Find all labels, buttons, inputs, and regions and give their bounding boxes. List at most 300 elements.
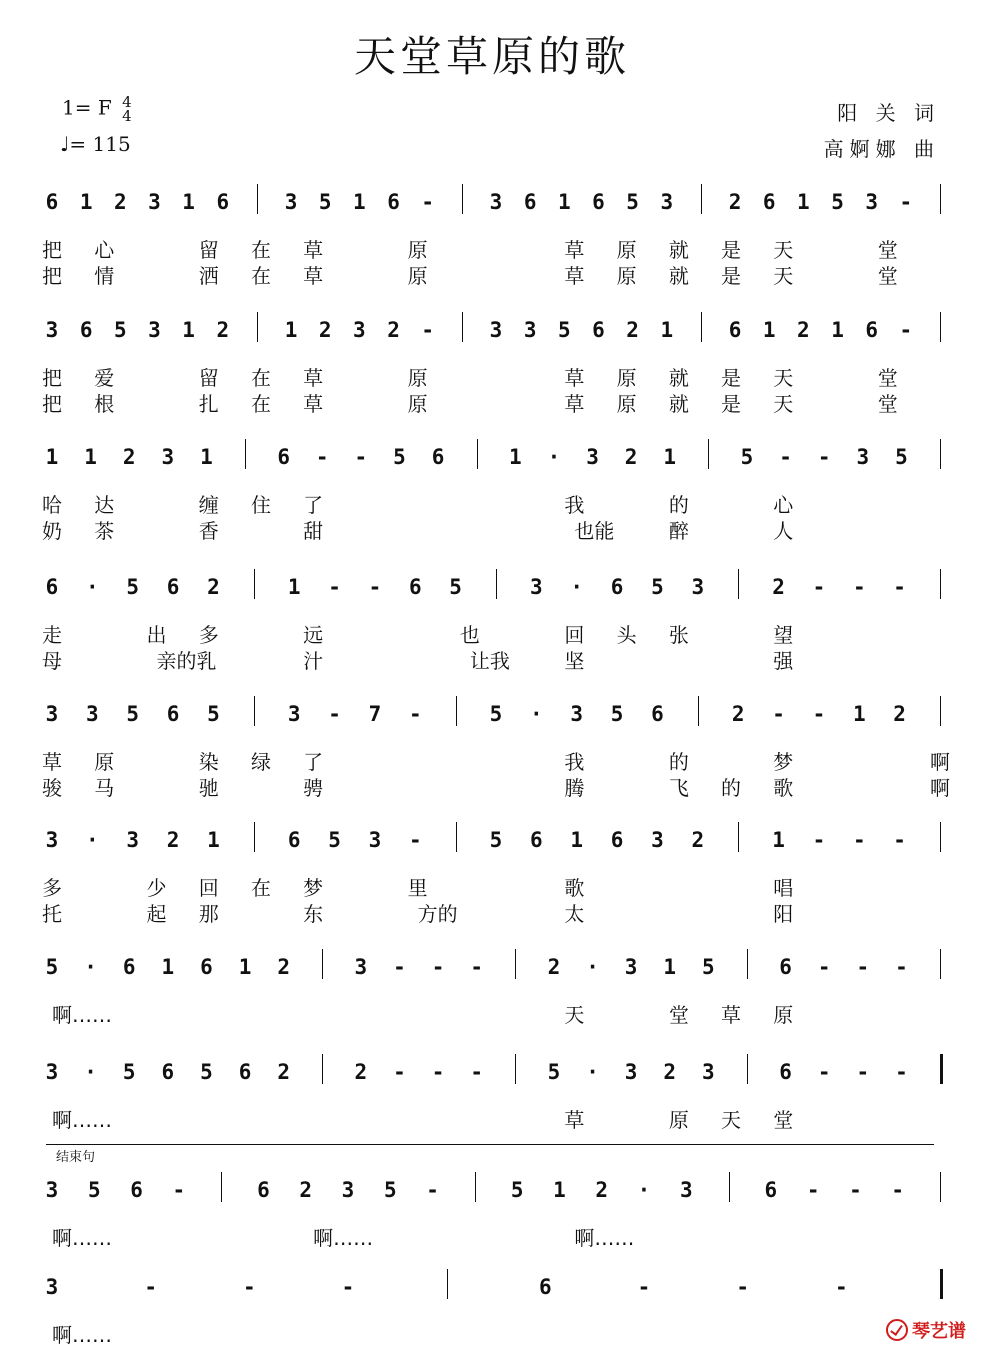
lyric-1: 草	[303, 238, 324, 262]
note: 3	[86, 702, 99, 726]
barline	[701, 184, 702, 214]
note: 5	[328, 828, 341, 852]
lyric-1: 天	[773, 238, 794, 262]
note: 5	[831, 190, 844, 214]
lyric-1: 张	[668, 623, 689, 647]
barline	[221, 1172, 222, 1202]
note: 3	[353, 318, 366, 342]
lyric-1: 啊……	[52, 1226, 112, 1250]
key-signature	[62, 95, 132, 123]
lyric-2: 腾	[564, 776, 585, 800]
meter-numerator: 4	[122, 93, 132, 111]
note: 5	[383, 1178, 397, 1202]
note: -	[812, 575, 826, 599]
note: 6	[200, 955, 213, 979]
lyric-1: 原	[616, 366, 637, 390]
note: -	[393, 955, 406, 979]
note: 3	[284, 190, 298, 214]
note: 3	[148, 190, 161, 214]
lyric-2: 骋	[303, 776, 324, 800]
note: 1	[553, 1178, 566, 1202]
note: 5	[45, 955, 59, 979]
lyric-2: 是	[721, 264, 742, 288]
lyric-1: 把	[42, 366, 62, 390]
note: 3	[624, 1060, 638, 1084]
note: 3	[691, 575, 705, 599]
lyric-2: 醉	[668, 519, 689, 543]
note: 1	[284, 318, 298, 342]
note: 1	[570, 828, 584, 852]
ending-section-rule	[46, 1144, 934, 1145]
note: 5	[87, 1178, 101, 1202]
lyric-1: 啊……	[52, 1003, 112, 1027]
note: 1	[762, 318, 776, 342]
note: 3	[865, 190, 879, 214]
barline	[940, 1054, 943, 1084]
lyric-1: 原	[616, 238, 637, 262]
lyric-1: 爱	[94, 366, 115, 390]
note: 2	[728, 190, 742, 214]
watermark-text: 琴艺谱	[912, 1321, 966, 1342]
barline	[940, 1172, 941, 1202]
note: 3	[570, 702, 584, 726]
note: ·	[586, 1060, 599, 1084]
note: -	[856, 1060, 870, 1084]
lyric-1: 在	[250, 366, 271, 390]
note: 3	[45, 1275, 59, 1299]
lyric-1: 原	[668, 1108, 689, 1132]
lyric-2: 堂	[877, 392, 898, 416]
note: 6	[592, 318, 605, 342]
note: 1	[79, 190, 93, 214]
note: -	[812, 828, 826, 852]
note: 1	[84, 445, 97, 469]
note: 1	[161, 955, 175, 979]
lyric-1: 了	[303, 493, 324, 517]
note: 6	[530, 828, 543, 852]
lyric-2: 奶	[42, 519, 62, 543]
note: -	[172, 1178, 186, 1202]
note: 2	[277, 1060, 290, 1084]
key-text: 1= F	[62, 95, 112, 120]
lyric-1: 堂	[668, 1003, 689, 1027]
note: 2	[691, 828, 705, 852]
song-title: 天堂草原的歌	[353, 32, 630, 81]
lyric-1: 歌	[564, 876, 585, 900]
lyric-1: 唱	[773, 876, 794, 900]
lyric-1: 草	[564, 238, 585, 262]
lyric-2: 亲的乳	[156, 649, 217, 673]
note: 1	[831, 318, 844, 342]
lyric-1: 望	[773, 623, 794, 647]
note: -	[421, 318, 435, 342]
note: 1	[45, 445, 59, 469]
note: 3	[148, 318, 161, 342]
note: ·	[586, 955, 599, 979]
barline	[456, 822, 457, 852]
lyric-2: 阳	[773, 902, 794, 926]
note: -	[315, 445, 329, 469]
note: 6	[45, 575, 59, 599]
lyric-1: 在	[250, 238, 271, 262]
note: -	[856, 955, 870, 979]
note: 2	[772, 575, 785, 599]
lyric-2: 把	[42, 264, 62, 288]
note: -	[817, 445, 831, 469]
lyric-1: 啊……	[52, 1108, 112, 1132]
lyric-1: 草	[721, 1003, 742, 1027]
logo-icon	[886, 1319, 908, 1341]
note: ·	[530, 702, 543, 726]
note: 5	[740, 445, 754, 469]
note: ·	[637, 1178, 651, 1202]
lyric-1: 住	[250, 493, 271, 517]
lyric-1: 草	[564, 1108, 585, 1132]
note: 1	[182, 318, 195, 342]
lyric-1: 草	[42, 750, 62, 774]
note: -	[243, 1275, 256, 1299]
lyric-2: 把	[42, 392, 62, 416]
note: 2	[547, 955, 561, 979]
note: 3	[341, 1178, 355, 1202]
note: 5	[393, 445, 406, 469]
note: -	[637, 1275, 651, 1299]
note: ·	[84, 1060, 97, 1084]
lyric-2: 起	[146, 902, 167, 926]
barline	[254, 822, 255, 852]
note: 6	[166, 575, 180, 599]
note: 5	[200, 1060, 213, 1084]
composer-credit: 高婀娜 曲	[823, 137, 940, 161]
lyric-1: 把	[42, 238, 62, 262]
note: -	[408, 702, 422, 726]
lyric-2: 坚	[564, 649, 585, 673]
lyric-2: 骏	[42, 776, 62, 800]
barline	[729, 1172, 730, 1202]
note: 5	[510, 1178, 524, 1202]
lyric-2: 歌	[773, 776, 794, 800]
lyric-2: 飞	[668, 776, 689, 800]
note: -	[895, 955, 908, 979]
lyric-1: 回	[564, 623, 585, 647]
lyric-2: 东	[303, 902, 324, 926]
note: 1	[797, 190, 810, 214]
tempo-mark: ♩= 115	[60, 132, 131, 156]
barline	[940, 184, 941, 214]
lyric-1: 缠	[198, 493, 219, 517]
lyric-2: 在	[250, 264, 271, 288]
note: -	[736, 1275, 749, 1299]
note: 3	[586, 445, 599, 469]
barline	[940, 949, 941, 979]
note: 2	[387, 318, 400, 342]
note: 6	[779, 955, 792, 979]
note: 6	[728, 318, 742, 342]
barline	[515, 949, 516, 979]
lyric-1: 就	[668, 366, 689, 390]
note: 6	[161, 1060, 175, 1084]
lyric-1: 原	[407, 238, 428, 262]
lyricist-credit: 阳 关 词	[837, 101, 940, 125]
lyric-2: 也能	[574, 519, 615, 543]
barline	[708, 439, 709, 469]
note: 5	[626, 190, 639, 214]
lyric-1: 啊……	[52, 1323, 112, 1347]
lyric-1: 我	[564, 493, 585, 517]
lyric-1: 染	[198, 750, 219, 774]
barline	[254, 696, 255, 726]
note: 3	[287, 702, 301, 726]
lyric-1: 天	[564, 1003, 585, 1027]
lyric-1: 里	[407, 876, 428, 900]
lyric-2: 托	[42, 902, 62, 926]
note: 6	[122, 955, 136, 979]
note: 2	[166, 828, 180, 852]
lyric-1: 就	[668, 238, 689, 262]
note: 1	[663, 445, 677, 469]
lyric-2: 太	[564, 902, 585, 926]
note: -	[779, 445, 792, 469]
lyric-1: 啊……	[574, 1226, 635, 1250]
lyric-2: 天	[773, 392, 794, 416]
note: 6	[523, 190, 537, 214]
note: 5	[126, 702, 140, 726]
note: 1	[353, 190, 366, 214]
note: -	[408, 828, 422, 852]
lyric-1: 绿	[250, 750, 271, 774]
note: 5	[489, 702, 503, 726]
lyric-1: 远	[303, 623, 324, 647]
note: 1	[772, 828, 785, 852]
lyric-1: 草	[564, 366, 585, 390]
lyric-1: 留	[198, 238, 219, 262]
lyric-2: 啊	[930, 776, 950, 800]
note: 6	[257, 1178, 270, 1202]
lyric-1: 多	[42, 876, 62, 900]
note: 3	[45, 318, 59, 342]
note: ·	[86, 575, 99, 599]
note: 2	[797, 318, 810, 342]
lyric-1: 头	[616, 623, 637, 647]
barline	[456, 696, 457, 726]
note: 3	[702, 1060, 715, 1084]
lyric-2: 天	[773, 264, 794, 288]
note: 6	[287, 828, 301, 852]
note: 6	[651, 702, 664, 726]
ending-section-label: 结束句	[56, 1150, 96, 1165]
note: 3	[368, 828, 382, 852]
note: 2	[277, 955, 290, 979]
lyric-1: 天	[721, 1108, 742, 1132]
lyric-1: 天	[773, 366, 794, 390]
note: -	[895, 1060, 908, 1084]
lyric-1: 梦	[773, 750, 794, 774]
note: -	[144, 1275, 157, 1299]
note: -	[431, 955, 445, 979]
lyric-2: 的	[721, 776, 742, 800]
note: 5	[113, 318, 127, 342]
lyric-2: 香	[198, 519, 219, 543]
note: 6	[45, 190, 59, 214]
note: 5	[126, 575, 140, 599]
lyric-2: 堂	[877, 264, 898, 288]
lyric-1: 草	[303, 366, 324, 390]
note: 2	[207, 575, 220, 599]
note: -	[852, 575, 866, 599]
note: ·	[84, 955, 97, 979]
note: 6	[431, 445, 445, 469]
lyric-2: 就	[668, 264, 689, 288]
barline	[747, 949, 748, 979]
note: -	[341, 1275, 355, 1299]
lyric-1: 是	[721, 366, 742, 390]
lyric-1: 也	[459, 623, 480, 647]
barline	[322, 1054, 323, 1084]
lyric-1: 哈	[42, 493, 62, 517]
barline	[447, 1269, 448, 1299]
lyric-2: 草	[564, 264, 585, 288]
lyric-2: 是	[721, 392, 742, 416]
note: 6	[610, 828, 624, 852]
lyric-2: 人	[773, 519, 794, 543]
note: 2	[731, 702, 745, 726]
lyric-2: 扎	[198, 392, 219, 416]
lyric-1: 的	[668, 750, 689, 774]
barline	[747, 1054, 748, 1084]
barline	[496, 569, 497, 599]
lyric-1: 原	[94, 750, 115, 774]
note: 1	[287, 575, 301, 599]
barline	[462, 312, 463, 342]
note: 6	[387, 190, 400, 214]
note: 2	[354, 1060, 368, 1084]
note: -	[852, 828, 866, 852]
note: -	[470, 955, 484, 979]
lyric-2: 根	[94, 392, 115, 416]
note: 5	[651, 575, 664, 599]
note: 3	[651, 828, 664, 852]
note: 3	[354, 955, 368, 979]
note: -	[812, 702, 826, 726]
note: 1	[508, 445, 522, 469]
lyric-1: 原	[773, 1003, 794, 1027]
note: 3	[679, 1178, 693, 1202]
note: 1	[852, 702, 866, 726]
note: -	[470, 1060, 484, 1084]
lyric-2: 汁	[303, 649, 324, 673]
note: 5	[122, 1060, 136, 1084]
note: 7	[368, 702, 382, 726]
barline	[940, 439, 941, 469]
note: 3	[161, 445, 175, 469]
lyric-2: 茶	[94, 519, 115, 543]
note: 5	[547, 1060, 561, 1084]
note: 5	[557, 318, 571, 342]
meter	[122, 95, 132, 123]
note: -	[421, 190, 435, 214]
note: ·	[570, 575, 584, 599]
note: 2	[299, 1178, 313, 1202]
lyric-1: 回	[198, 876, 219, 900]
lyric-1: 是	[721, 238, 742, 262]
lyric-1: 心	[773, 493, 794, 517]
note: 3	[126, 828, 140, 852]
note: 6	[166, 702, 180, 726]
note: ·	[547, 445, 561, 469]
lyric-2: 情	[94, 264, 115, 288]
note: 3	[856, 445, 870, 469]
note: -	[431, 1060, 445, 1084]
note: 1	[660, 318, 674, 342]
note: 3	[523, 318, 537, 342]
note: 2	[626, 318, 639, 342]
lyric-2: 母	[42, 649, 62, 673]
lyric-1: 啊……	[313, 1226, 374, 1250]
lyric-2: 方的	[417, 902, 458, 926]
note: -	[806, 1178, 820, 1202]
note: -	[899, 190, 913, 214]
note: 2	[122, 445, 136, 469]
lyric-1: 少	[146, 876, 167, 900]
note: 3	[660, 190, 674, 214]
lyric-1: 多	[198, 623, 219, 647]
note: ·	[86, 828, 99, 852]
note: 3	[45, 702, 59, 726]
lyric-1: 了	[303, 750, 324, 774]
note: 5	[702, 955, 715, 979]
note: 6	[130, 1178, 143, 1202]
note: 2	[893, 702, 906, 726]
note: -	[328, 702, 341, 726]
barline	[701, 312, 702, 342]
note: -	[891, 1178, 905, 1202]
barline	[940, 1269, 943, 1299]
barline	[698, 696, 699, 726]
lyric-1: 我	[564, 750, 585, 774]
lyric-2: 原	[407, 264, 428, 288]
lyric-1: 原	[407, 366, 428, 390]
note: 5	[207, 702, 220, 726]
lyric-1: 在	[250, 876, 271, 900]
note: -	[328, 575, 341, 599]
lyric-1: 啊	[930, 750, 950, 774]
note: 6	[216, 190, 230, 214]
note: 5	[489, 828, 503, 852]
note: -	[772, 702, 785, 726]
note: 1	[200, 445, 213, 469]
watermark-logo	[886, 1317, 966, 1343]
note: -	[849, 1178, 862, 1202]
barline	[322, 949, 323, 979]
note: 5	[449, 575, 462, 599]
note: 1	[557, 190, 571, 214]
note: -	[368, 575, 382, 599]
lyric-1: 达	[94, 493, 115, 517]
note: 6	[277, 445, 290, 469]
barline	[940, 696, 941, 726]
barline	[257, 312, 258, 342]
note: 3	[45, 1178, 59, 1202]
note: 6	[539, 1275, 552, 1299]
note: 5	[610, 702, 624, 726]
note: -	[426, 1178, 439, 1202]
note: 3	[624, 955, 638, 979]
note: 5	[318, 190, 332, 214]
barline	[515, 1054, 516, 1084]
note: 2	[113, 190, 127, 214]
lyric-2: 原	[616, 264, 637, 288]
lyric-2: 让我	[469, 649, 510, 673]
